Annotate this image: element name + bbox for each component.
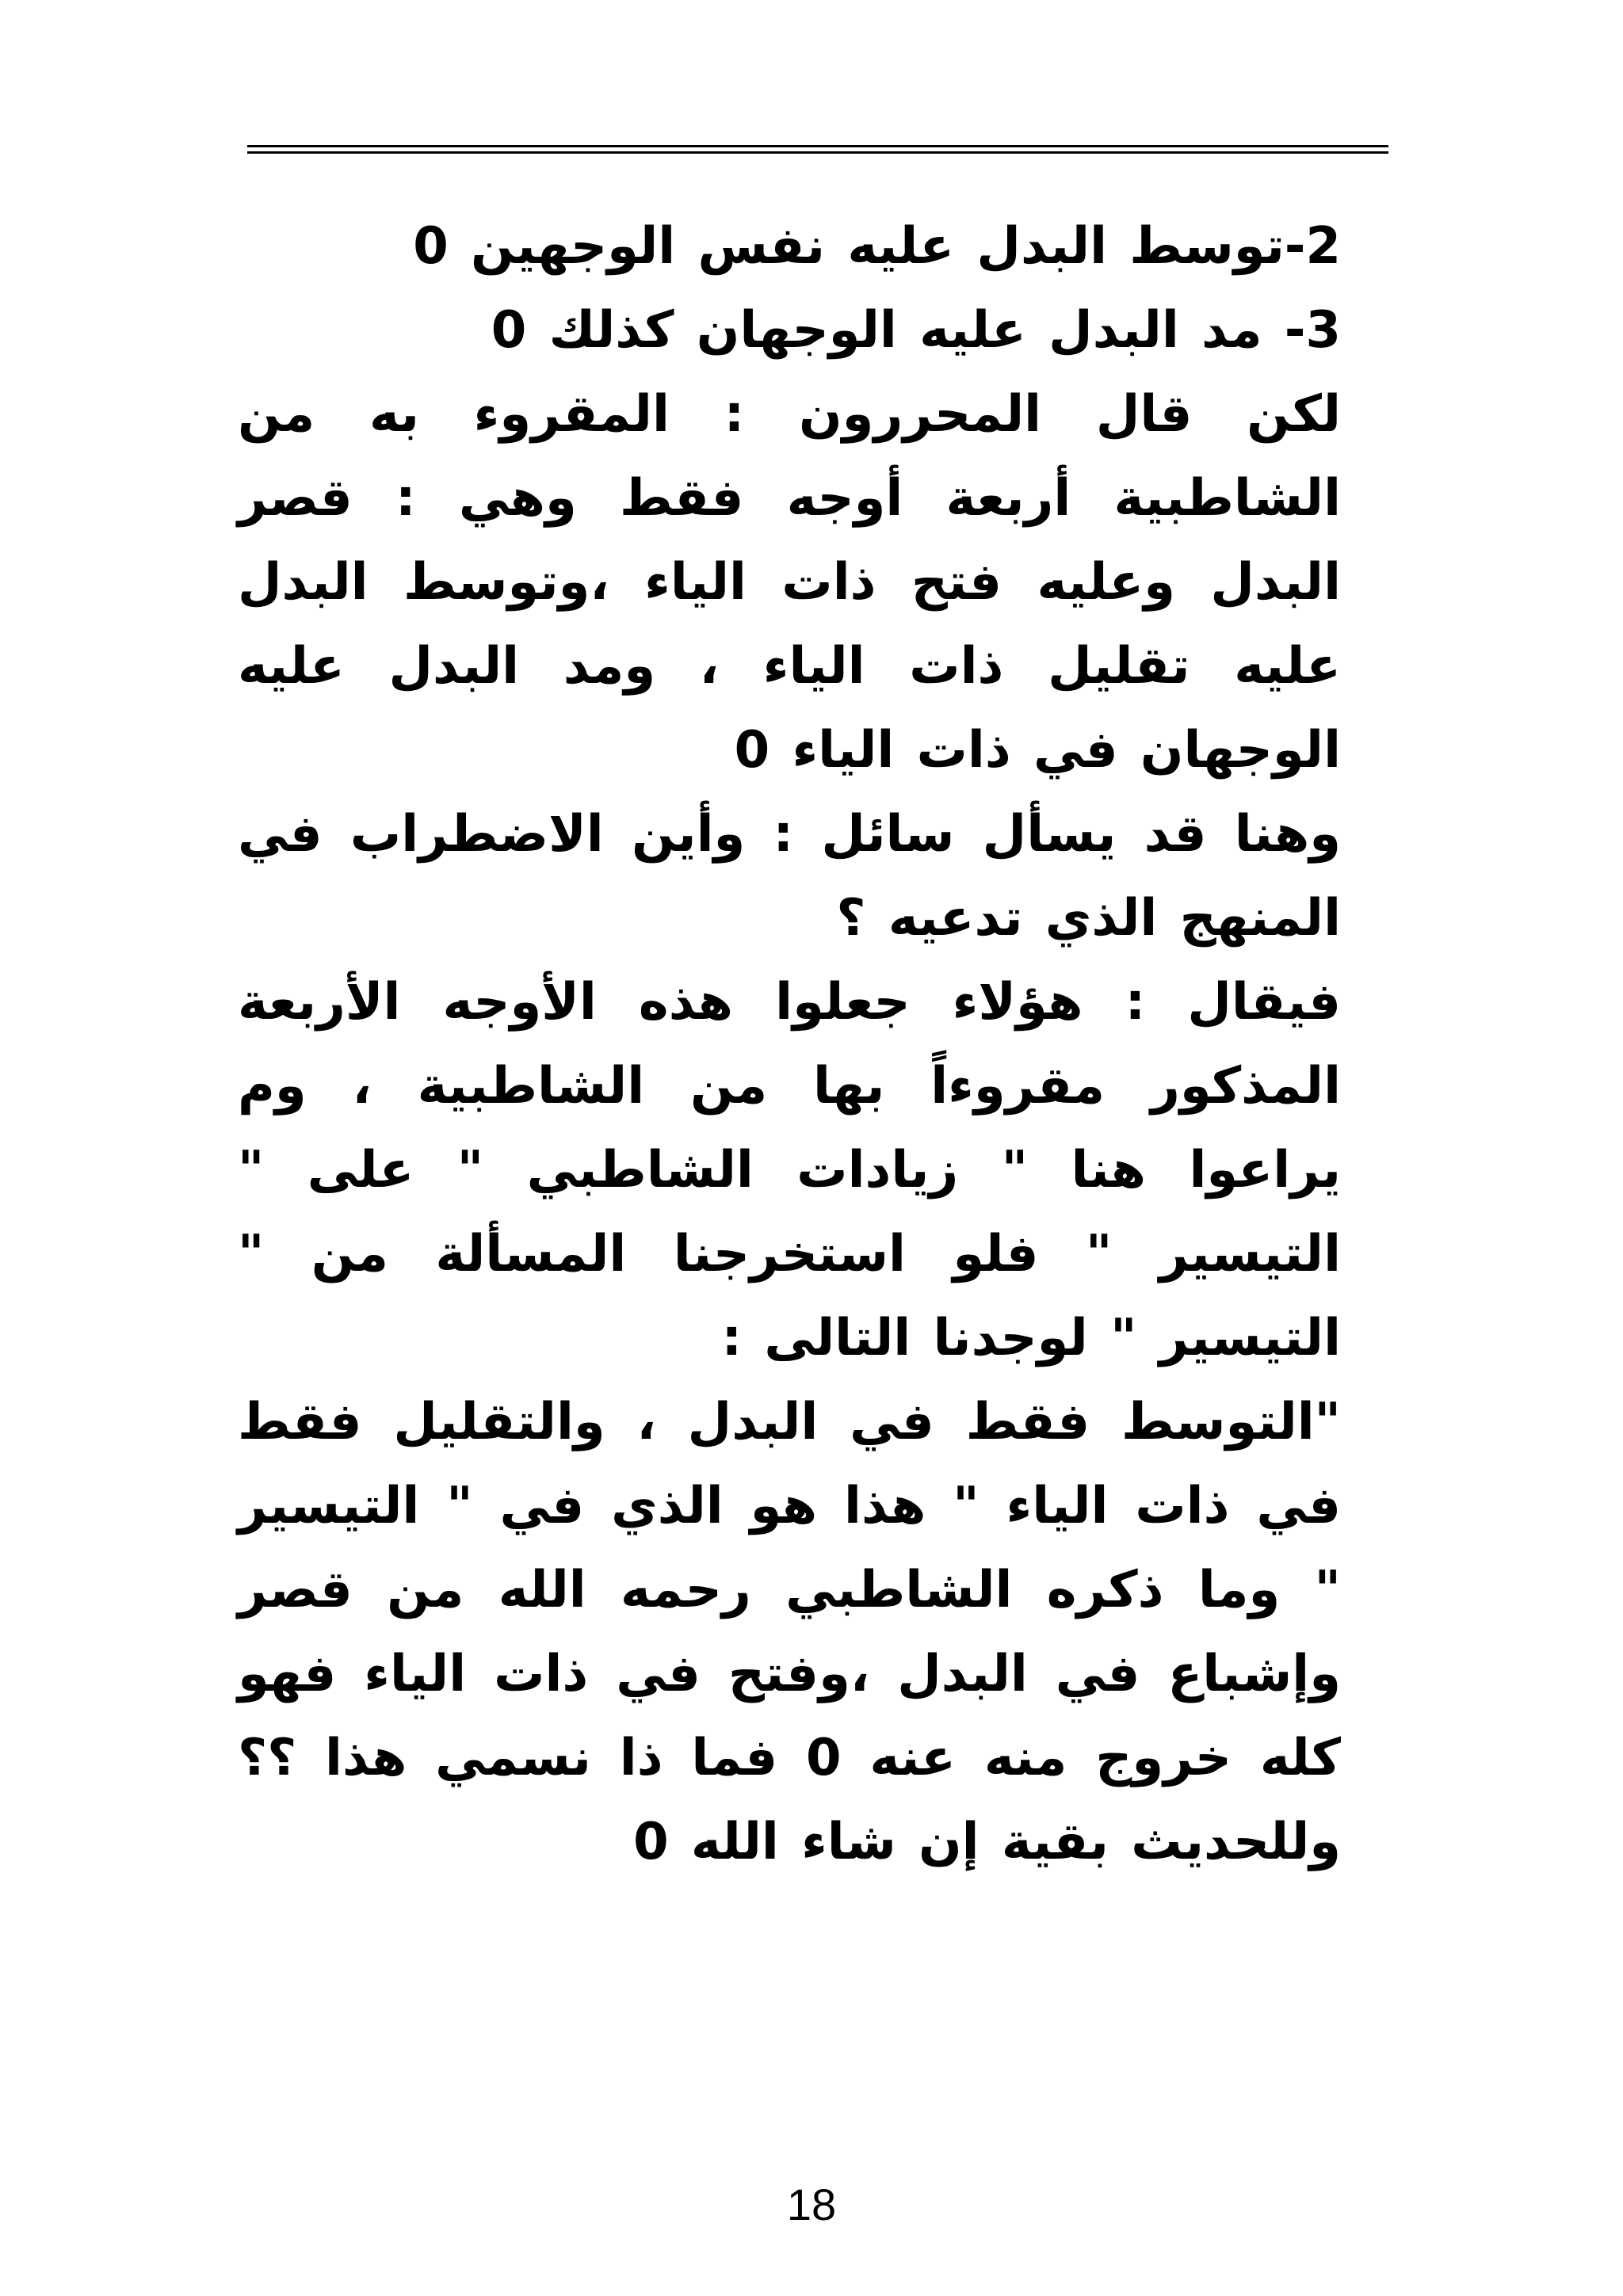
page-body — [238, 204, 1388, 1884]
paragraph-item-3: 3- مد البدل عليه الوجهان كذلك 0 — [491, 301, 1341, 360]
paragraph-question: وهنا قد يسأل سائل : وأين الاضطراب في المنهج الذي تدعيه ؟ — [238, 805, 1341, 948]
paragraph-muharrirun: لكن قال المحررون : المقروء به من الشاطبية أربعة أوجه فقط وهي : قصر البدل وعليه فتح ذات الياء ،وتوسط البدل عليه تقليل ذات الياء ، ومد البدل عليه الوجهان في ذات الياء 0 — [238, 385, 1341, 780]
page-number: 18 — [786, 2180, 837, 2229]
header-rule-bottom — [247, 151, 1388, 154]
paragraph-tayseer: "التوسط فقط في البدل ، والتقليل فقط في ذات الياء " هذا هو الذي في " التيسير " وما ذكره الشاطبي رحمه الله من قصر وإشباع في البدل ،وفتح في ذات الياء فهو كله خروج منه عنه 0 فما ذا نسمي هذا ؟؟ وللحديث بقية إن شاء الله 0 — [238, 1393, 1342, 1871]
header-rule-top — [247, 145, 1388, 147]
paragraph-item-2: 2-توسط البدل عليه نفس الوجهين 0 — [413, 217, 1341, 276]
paragraph-answer: فيقال : هؤلاء جعلوا هذه الأوجه الأربعة المذكور مقروءاً بها من الشاطبية ، وم يراعوا هنا " زيادات الشاطبي " على " التيسير " فلو استخرجنا المسألة من " التيسير " لوجدنا التالى : — [238, 973, 1341, 1367]
